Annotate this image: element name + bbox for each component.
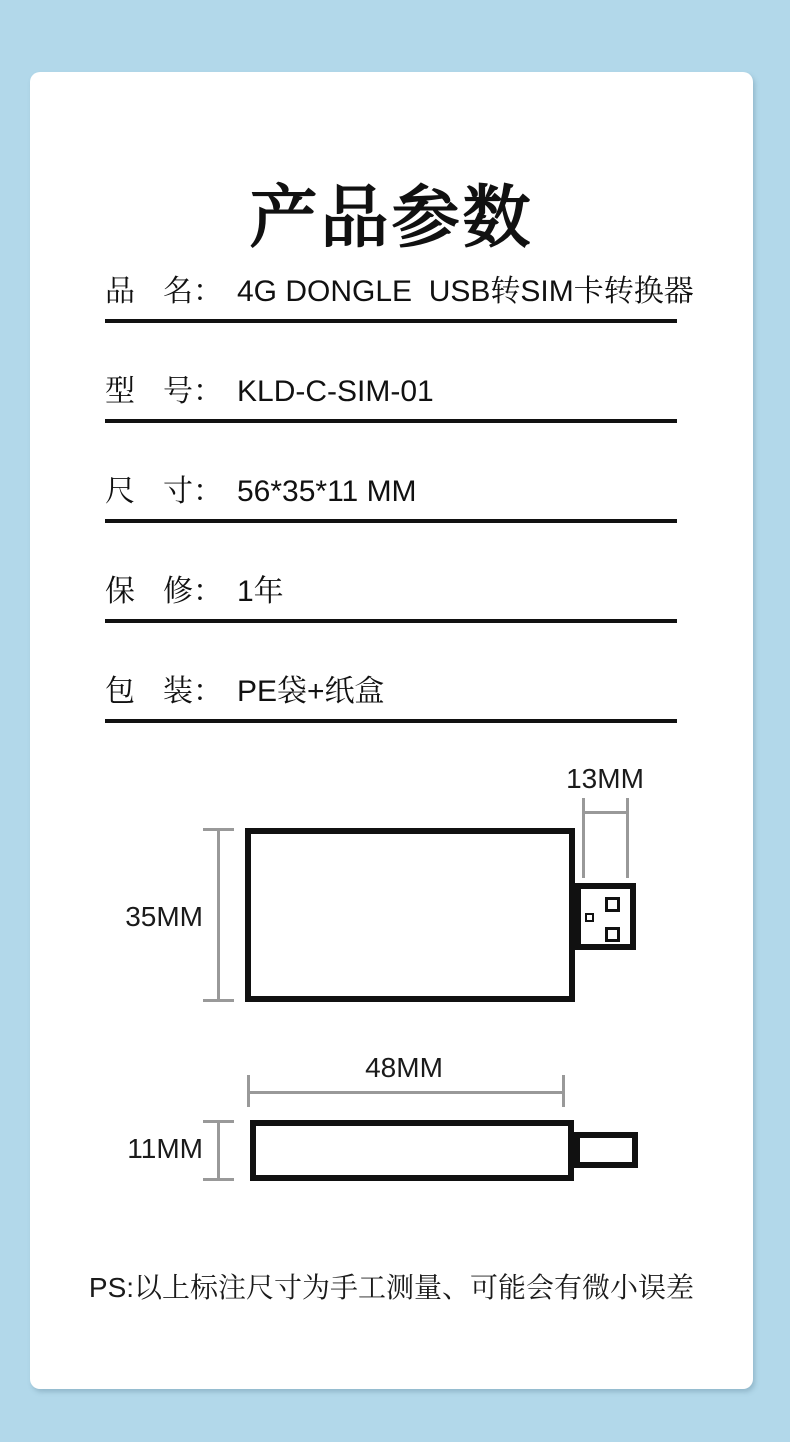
spec-value: PE袋+纸盒 <box>237 675 385 708</box>
side-body-thickness-dim-label: 11MM <box>127 1133 203 1164</box>
front-body-height-dim-line <box>217 828 220 1002</box>
spec-label-char: 包 <box>105 675 135 708</box>
spec-label-char: 品 <box>105 275 135 308</box>
spec-label-char: 寸： <box>163 475 223 508</box>
side-body-thickness-dim-line <box>217 1120 220 1181</box>
spec-label-char: 装： <box>163 675 223 708</box>
spec-label-char: 号： <box>163 375 223 408</box>
front-view-usb-plug-outline <box>575 883 636 950</box>
front-body-height-dim-cap-bottom <box>203 999 234 1002</box>
spec-row-product-name <box>105 275 694 323</box>
spec-label-char: 修： <box>163 575 223 608</box>
side-body-thickness-dim-cap-top <box>203 1120 234 1123</box>
spec-label-char: 保 <box>105 575 135 608</box>
front-plug-dim-witness-left <box>582 798 585 878</box>
side-body-thickness-dim-cap-bottom <box>203 1178 234 1181</box>
front-body-height-dim-label: 35MM <box>125 901 203 932</box>
spec-row-size <box>105 475 677 523</box>
spec-row-model <box>105 375 677 423</box>
side-body-length-dim-label: 48MM <box>365 1052 443 1083</box>
spec-label <box>105 375 223 409</box>
spec-card <box>30 72 753 1389</box>
spec-label <box>105 275 223 309</box>
side-view-usb-plug-outline <box>574 1132 638 1168</box>
measurement-disclaimer: PS:以上标注尺寸为手工测量、可能会有微小误差 <box>88 1272 695 1303</box>
spec-row-packaging <box>105 675 677 723</box>
usb-pin-hole-top <box>605 897 620 912</box>
spec-value: 1年 <box>237 575 284 608</box>
side-body-length-dim-line <box>247 1091 565 1094</box>
side-view-body-outline <box>250 1120 574 1181</box>
front-plug-dim-witness-right <box>626 798 629 878</box>
spec-label-char: 尺 <box>105 475 135 508</box>
usb-pin-hole-bottom <box>605 927 620 942</box>
side-body-length-dim-tick-right <box>562 1075 565 1107</box>
spec-label <box>105 575 223 609</box>
spec-label <box>105 675 223 709</box>
usb-pin-hole-small <box>585 913 594 922</box>
front-view-body-outline <box>245 828 575 1002</box>
spec-label-char: 名： <box>163 275 223 308</box>
page-title: 产品参数 <box>249 180 534 256</box>
spec-label-char: 型 <box>105 375 135 408</box>
front-plug-dim-connector <box>582 811 629 814</box>
spec-list <box>105 275 694 775</box>
spec-value: 4G DONGLE USB转SIM卡转换器 <box>237 275 694 308</box>
front-plug-width-dim-label: 13MM <box>566 763 644 794</box>
side-body-length-dim-tick-left <box>247 1075 250 1107</box>
spec-value: KLD-C-SIM-01 <box>237 375 434 408</box>
spec-label <box>105 475 223 509</box>
front-body-height-dim-cap-top <box>203 828 234 831</box>
spec-row-warranty <box>105 575 677 623</box>
spec-value: 56*35*11 MM <box>237 475 417 508</box>
